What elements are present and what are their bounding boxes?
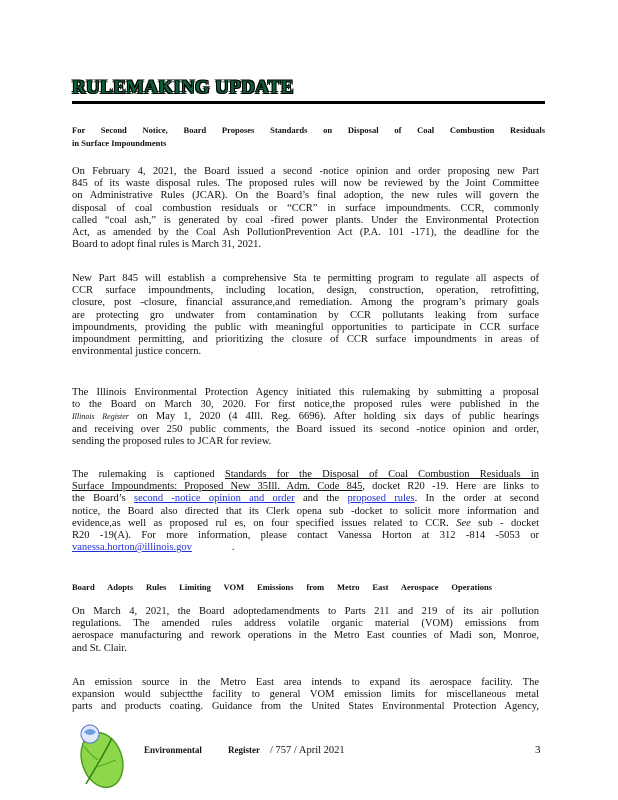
text-line — [72, 518, 539, 530]
second-notice-order-link[interactable]: second -notice opinion and order — [134, 493, 295, 505]
section1-paragraph-1 — [72, 166, 539, 251]
text-run: sub - docket — [470, 517, 539, 529]
text-line: On February 4, 2021, the Board issued a second -notice opinion and order proposing new Part — [72, 166, 539, 177]
section2-title — [72, 581, 545, 594]
text-line: The Illinois Environmental Protection Agency initiated this rulemaking by submitting a proposal — [72, 387, 539, 398]
section2-paragraph-1 — [72, 606, 539, 655]
text-line: R20 -19(A). For more information, please contact Vanessa Horton at 312 -814 -5053 or — [72, 530, 539, 542]
text-line: notice, the Board also directed that its Clerk opena sub -docket to solicit more information and — [72, 505, 539, 517]
section1-title-line2: in Surface Impoundments — [72, 138, 167, 148]
text-line: disposal of coal combustion residuals or “CCR” in surface impoundments. CCR, commonly — [72, 202, 539, 214]
leaf-logo-icon — [72, 720, 124, 792]
text-run: on May 1, 2020 (4 4Ill. Reg. 6696). After holding six days of public hearings — [128, 411, 539, 423]
section1-paragraph-3 — [72, 387, 539, 448]
footer-issue: / 757 / April 2021 — [270, 745, 345, 756]
text-line: 845 of its waste disposal rules. The proposed rules will now be reviewed by the Joint Committee — [72, 178, 539, 190]
text-line: An emission source in the Metro East area intends to expand its aerospace facility. The — [72, 677, 539, 688]
text-line — [72, 542, 539, 554]
text-line — [72, 493, 539, 505]
text-line: and St. Clair. — [72, 642, 127, 654]
see-signal: See — [456, 517, 471, 529]
page-heading: RULEMAKING UPDATE — [72, 77, 294, 98]
text-line: and receiving over 250 public comments, the Board issued its second -notice opinion and order, — [72, 423, 539, 435]
text-line — [72, 481, 539, 493]
text-line: New Part 845 will establish a comprehensive Sta te permitting program to regulate all aspects of — [72, 273, 539, 284]
contact-email-link[interactable]: vanessa.horton@illinois.gov — [72, 542, 192, 554]
text-line: expansion would subjectthe facility to general VOM emission limits for miscellaneous metal — [72, 689, 539, 701]
text-run: , docket R20 -19. Here are links to — [362, 481, 539, 493]
text-line: closure, post -closure, financial assurance,and remediation. Among the program’s primary goals — [72, 297, 539, 309]
text-line — [72, 469, 539, 481]
footer-register: Register — [228, 745, 260, 755]
text-run: . — [231, 542, 235, 554]
text-line: Act, as amended by the Coal Ash PollutionPrevention Act (P.A. 101 -171), the deadline for the — [72, 227, 539, 239]
text-run: and the — [294, 493, 348, 505]
section1-paragraph-4 — [72, 469, 539, 554]
illinois-register-citation: Illinois Register — [72, 412, 129, 422]
text-line: impoundments, providing the public with meaningful opportunities to participate in CCR surface — [72, 321, 539, 333]
text-line: parts and products coating. Guidance from the United States Environmental Protection Agency, — [72, 701, 539, 713]
text-line: on Administrative Rules (JCAR). On the Board’s final adoption, the new rules will govern the — [72, 190, 539, 202]
section2-title-line: Board Adopts Rules Limiting VOM Emissions from Metro East Aerospace Operations — [72, 582, 492, 592]
text-run: The rulemaking is captioned — [72, 469, 225, 480]
text-run: the Board’s — [72, 493, 134, 505]
text-line: environmental justice concern. — [72, 346, 202, 358]
text-line: regulations. The amended rules address volatile organic material (VOM) emissions from — [72, 618, 539, 630]
text-line — [72, 411, 539, 423]
text-run: evidence,as well as proposed rul es, on four specified issues related to CCR. — [72, 517, 457, 529]
text-line: On March 4, 2021, the Board adoptedamendments to Parts 211 and 219 of its air pollution — [72, 606, 539, 617]
text-line: aerospace manufacturing and rework operations in the Metro East counties of Madi son, Monroe, — [72, 630, 539, 642]
text-line: sending the proposed rules to JCAR for review. — [72, 435, 272, 447]
text-line: Board to adopt final rules is March 31, 2021. — [72, 239, 261, 251]
text-line: called “coal ash,” is generated by coal -fired power plants. Under the Environmental Protection — [72, 214, 539, 226]
section1-title — [72, 124, 545, 150]
text-line: CCR surface impoundments, including location, design, construction, operation, retrofitting, — [72, 285, 539, 297]
text-run: . In the order at second — [414, 493, 539, 505]
text-line: to the Board on March 30, 2020. For first notice,the proposed rules were published in the — [72, 399, 539, 411]
heading-rule — [72, 101, 545, 104]
section1-title-line1: For Second Notice, Board Proposes Standards on Disposal of Coal Combustion Residuals — [72, 125, 545, 135]
page-number: 3 — [535, 744, 541, 756]
section1-paragraph-2 — [72, 273, 539, 358]
text-line: impoundment permitting, and prioritizing the closure of CCR surface impoundments in areas of — [72, 334, 539, 346]
footer-publication: Environmental — [144, 745, 202, 755]
text-line: are protecting gro undwater from contamination by CCR pollutants leaking from surface — [72, 309, 539, 321]
proposed-rules-link[interactable]: proposed rules — [347, 493, 415, 505]
rulemaking-caption: Standards for the Disposal of Coal Combustion Residuals in — [224, 469, 539, 480]
rulemaking-caption-cont: Surface Impoundments: Proposed New 35Ill. Adm. Code 845 — [72, 481, 363, 493]
section2-paragraph-2 — [72, 677, 539, 714]
